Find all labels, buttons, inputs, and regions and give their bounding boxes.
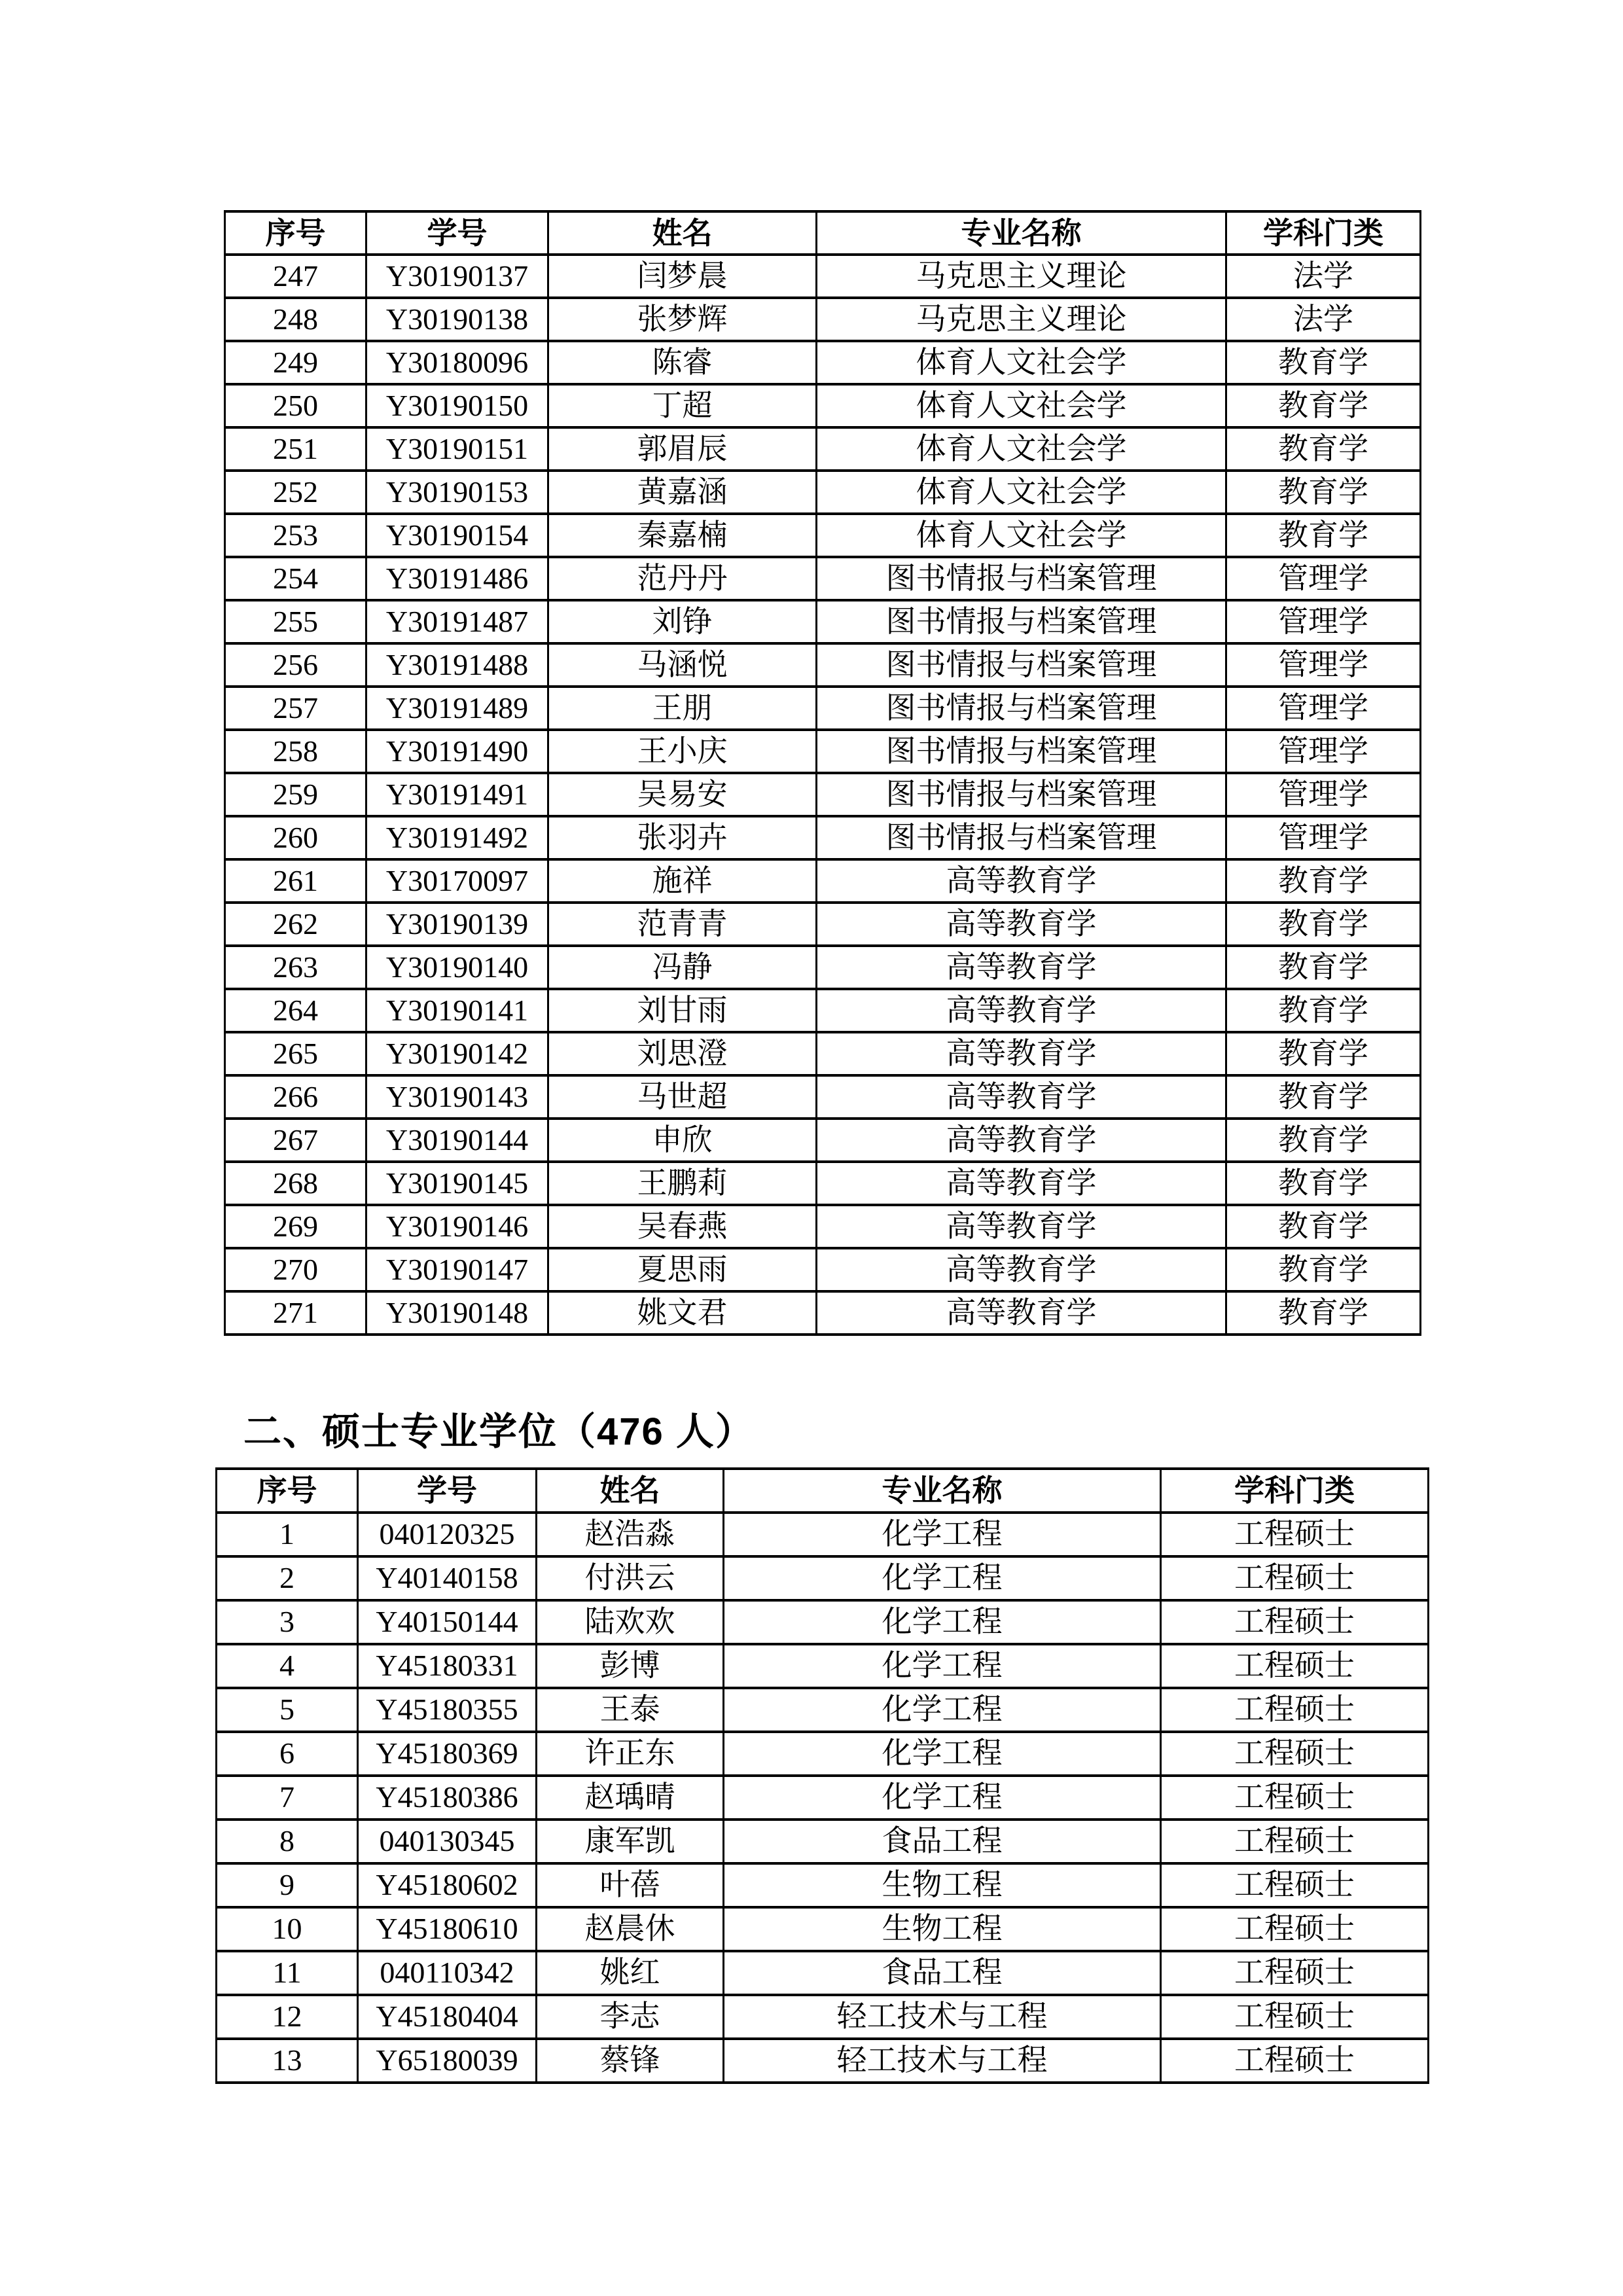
table-cell: 2 [217,1556,358,1600]
table-cell: 申欣 [548,1119,817,1162]
table-cell: 259 [225,773,366,816]
table-cell: 高等教育学 [817,1119,1226,1162]
table-cell: 管理学 [1226,816,1421,859]
table-row [225,989,1421,1032]
table-cell: 秦嘉楠 [548,514,817,557]
table-cell: 生物工程 [724,1863,1161,1907]
table-row [225,859,1421,903]
table-cell: 248 [225,298,366,341]
table-cell: 高等教育学 [817,989,1226,1032]
table-cell: Y30190144 [366,1119,548,1162]
table-cell: Y30191492 [366,816,548,859]
table-cell: 刘铮 [548,600,817,643]
table-cell: 261 [225,859,366,903]
table-row [225,384,1421,427]
table-cell: Y30170097 [366,859,548,903]
table-cell: 体育人文社会学 [817,514,1226,557]
table-cell: 11 [217,1951,358,1995]
table-cell: Y30190150 [366,384,548,427]
table-cell: 化学工程 [724,1513,1161,1556]
table-cell: 彭博 [537,1644,724,1688]
table-cell: 工程硕士 [1161,2039,1429,2083]
table-cell: 教育学 [1226,1119,1421,1162]
table-cell: 256 [225,643,366,687]
table-cell: 040120325 [358,1513,537,1556]
table-cell: 教育学 [1226,946,1421,989]
table-cell: 247 [225,255,366,298]
table-cell: 许正东 [537,1732,724,1776]
table-cell: Y45180404 [358,1995,537,2039]
table-cell: 高等教育学 [817,1205,1226,1248]
column-header: 学科门类 [1226,211,1421,255]
table-cell: Y30191487 [366,600,548,643]
table-cell: 管理学 [1226,687,1421,730]
table-row [225,1205,1421,1248]
table-cell: 管理学 [1226,730,1421,773]
table-cell: 工程硕士 [1161,1776,1429,1820]
table-row [225,514,1421,557]
table-cell: 丁超 [548,384,817,427]
table-cell: 张羽卉 [548,816,817,859]
table-cell: 270 [225,1248,366,1291]
table-cell: 高等教育学 [817,1075,1226,1119]
table-cell: 工程硕士 [1161,1513,1429,1556]
table-row [217,1513,1429,1556]
table-cell: 250 [225,384,366,427]
table-cell: 教育学 [1226,1248,1421,1291]
table-cell: Y30190147 [366,1248,548,1291]
masters-professional-table [215,1467,1429,2084]
table-row [225,1075,1421,1119]
table-cell: 1 [217,1513,358,1556]
table-cell: 范丹丹 [548,557,817,600]
table-cell: 体育人文社会学 [817,471,1226,514]
table-cell: 王泰 [537,1688,724,1732]
table-cell: 教育学 [1226,514,1421,557]
table-cell: 高等教育学 [817,1291,1226,1335]
table-row [225,687,1421,730]
table-cell: 化学工程 [724,1732,1161,1776]
table-cell: 王朋 [548,687,817,730]
table-row [225,643,1421,687]
table-cell: 李志 [537,1995,724,2039]
table-cell: 图书情报与档案管理 [817,773,1226,816]
table-cell: Y30190148 [366,1291,548,1335]
table-cell: Y30190146 [366,1205,548,1248]
table-cell: 高等教育学 [817,946,1226,989]
table-cell: Y30190154 [366,514,548,557]
table-cell: Y30190145 [366,1162,548,1205]
table-cell: 姚文君 [548,1291,817,1335]
table-cell: Y30190142 [366,1032,548,1075]
table-cell: Y45180331 [358,1644,537,1688]
table-cell: Y30190151 [366,427,548,471]
table-cell: 体育人文社会学 [817,341,1226,384]
table-cell: 夏思雨 [548,1248,817,1291]
table-cell: 赵瑀晴 [537,1776,724,1820]
table-cell: 化学工程 [724,1600,1161,1644]
table-cell: 253 [225,514,366,557]
table-cell: 吴易安 [548,773,817,816]
table-cell: 高等教育学 [817,1162,1226,1205]
doctoral-roster-table [224,210,1421,1336]
table-cell: 262 [225,903,366,946]
table-cell: 管理学 [1226,773,1421,816]
column-header: 学号 [358,1469,537,1513]
table-row [225,903,1421,946]
table-cell: 260 [225,816,366,859]
table-row [217,1776,1429,1820]
table-cell: 刘甘雨 [548,989,817,1032]
table-cell: 10 [217,1907,358,1951]
table-cell: 教育学 [1226,1162,1421,1205]
table-cell: Y30190141 [366,989,548,1032]
header-row [225,211,1421,255]
table-cell: 7 [217,1776,358,1820]
table-cell: Y30190153 [366,471,548,514]
table-row [225,341,1421,384]
table-cell: 管理学 [1226,643,1421,687]
table-cell: 教育学 [1226,1205,1421,1248]
table-cell: 赵浩淼 [537,1513,724,1556]
table-cell: 化学工程 [724,1556,1161,1600]
table-cell: 马克思主义理论 [817,298,1226,341]
table-cell: 268 [225,1162,366,1205]
table-row [225,1291,1421,1335]
table-cell: 马涵悦 [548,643,817,687]
table-cell: 图书情报与档案管理 [817,557,1226,600]
column-header: 序号 [217,1469,358,1513]
table-cell: 教育学 [1226,471,1421,514]
table-cell: 教育学 [1226,341,1421,384]
table-cell: 法学 [1226,298,1421,341]
column-header: 学号 [366,211,548,255]
table-row [225,1248,1421,1291]
table-cell: 高等教育学 [817,1248,1226,1291]
table-cell: 体育人文社会学 [817,427,1226,471]
table-cell: Y45180369 [358,1732,537,1776]
table-cell: Y40150144 [358,1600,537,1644]
table-cell: 刘思澄 [548,1032,817,1075]
table-cell: Y30180096 [366,341,548,384]
table-cell: 257 [225,687,366,730]
table-row [225,427,1421,471]
table-cell: 食品工程 [724,1820,1161,1863]
header-row [217,1469,1429,1513]
table-cell: 高等教育学 [817,859,1226,903]
table-cell: 生物工程 [724,1907,1161,1951]
table-row [225,730,1421,773]
table-row [217,1820,1429,1863]
table-row [217,1863,1429,1907]
table-cell: 工程硕士 [1161,1600,1429,1644]
table-cell: 体育人文社会学 [817,384,1226,427]
table-cell: 冯静 [548,946,817,989]
table-cell: 040110342 [358,1951,537,1995]
table-cell: 黄嘉涵 [548,471,817,514]
table-cell: Y30191486 [366,557,548,600]
table-cell: 马世超 [548,1075,817,1119]
table-cell: 13 [217,2039,358,2083]
table-cell: 图书情报与档案管理 [817,600,1226,643]
table-cell: 叶蓓 [537,1863,724,1907]
table-cell: 工程硕士 [1161,1644,1429,1688]
table-cell: 工程硕士 [1161,1556,1429,1600]
column-header: 序号 [225,211,366,255]
table-cell: Y45180602 [358,1863,537,1907]
table-row [225,773,1421,816]
table-cell: 工程硕士 [1161,1951,1429,1995]
table-cell: 教育学 [1226,1032,1421,1075]
table-row [217,1907,1429,1951]
table-cell: 4 [217,1644,358,1688]
table-cell: 康军凯 [537,1820,724,1863]
table-row [217,2039,1429,2083]
table-cell: 赵晨休 [537,1907,724,1951]
table-cell: 高等教育学 [817,1032,1226,1075]
table-cell: 王小庆 [548,730,817,773]
table-cell: 陈睿 [548,341,817,384]
table-cell: 马克思主义理论 [817,255,1226,298]
table-cell: 图书情报与档案管理 [817,643,1226,687]
table-cell: Y30190137 [366,255,548,298]
table-row [217,1600,1429,1644]
table-cell: 5 [217,1688,358,1732]
table-cell: 陆欢欢 [537,1600,724,1644]
table-row [217,1732,1429,1776]
table-cell: 图书情报与档案管理 [817,730,1226,773]
column-header: 专业名称 [724,1469,1161,1513]
table-cell: 化学工程 [724,1688,1161,1732]
table-cell: 252 [225,471,366,514]
table-row [225,600,1421,643]
table-cell: 9 [217,1863,358,1907]
table-cell: Y30190140 [366,946,548,989]
table-cell: 12 [217,1995,358,2039]
table-cell: Y30191490 [366,730,548,773]
table-row [217,1644,1429,1688]
table-row [225,816,1421,859]
table-cell: Y40140158 [358,1556,537,1600]
table-row [225,255,1421,298]
table-row [225,1162,1421,1205]
table-row [217,1951,1429,1995]
table-cell: 工程硕士 [1161,1732,1429,1776]
table-cell: 法学 [1226,255,1421,298]
table-cell: 266 [225,1075,366,1119]
table-cell: 254 [225,557,366,600]
table-cell: 教育学 [1226,989,1421,1032]
table-cell: 264 [225,989,366,1032]
table-cell: 工程硕士 [1161,1863,1429,1907]
table-cell: 高等教育学 [817,903,1226,946]
table-cell: 工程硕士 [1161,1907,1429,1951]
table-cell: 食品工程 [724,1951,1161,1995]
table-cell: 3 [217,1600,358,1644]
table-row [217,1556,1429,1600]
table-cell: 轻工技术与工程 [724,2039,1161,2083]
table-cell: 轻工技术与工程 [724,1995,1161,2039]
table-cell: Y45180386 [358,1776,537,1820]
table-cell: 251 [225,427,366,471]
table-cell: Y30190138 [366,298,548,341]
table-cell: 教育学 [1226,1291,1421,1335]
table-cell: 263 [225,946,366,989]
table-row [225,946,1421,989]
table-row [225,1119,1421,1162]
table-cell: 271 [225,1291,366,1335]
table-cell: 6 [217,1732,358,1776]
section-heading: 二、硕士专业学位（476 人） [243,1410,755,1453]
table-cell: 教育学 [1226,384,1421,427]
column-header: 姓名 [548,211,817,255]
table-cell: 265 [225,1032,366,1075]
table-cell: 工程硕士 [1161,1995,1429,2039]
table-cell: 图书情报与档案管理 [817,687,1226,730]
column-header: 专业名称 [817,211,1226,255]
table-cell: 258 [225,730,366,773]
table-cell: 郭眉辰 [548,427,817,471]
table-row [225,557,1421,600]
table-cell: Y30191488 [366,643,548,687]
table-cell: Y30191491 [366,773,548,816]
table-row [225,1032,1421,1075]
table-cell: 管理学 [1226,557,1421,600]
table-cell: 化学工程 [724,1776,1161,1820]
table-row [217,1995,1429,2039]
table-cell: Y65180039 [358,2039,537,2083]
table-cell: 姚红 [537,1951,724,1995]
table-row [225,298,1421,341]
table-cell: 张梦辉 [548,298,817,341]
table-cell: Y45180610 [358,1907,537,1951]
table-cell: 施祥 [548,859,817,903]
table-cell: 工程硕士 [1161,1820,1429,1863]
table-cell: 工程硕士 [1161,1688,1429,1732]
table-cell: 付洪云 [537,1556,724,1600]
table-row [217,1688,1429,1732]
column-header: 学科门类 [1161,1469,1429,1513]
table-row [225,471,1421,514]
table-cell: 图书情报与档案管理 [817,816,1226,859]
doctoral-roster-body [225,211,1421,1335]
table-cell: 249 [225,341,366,384]
table-cell: 255 [225,600,366,643]
table-cell: 化学工程 [724,1644,1161,1688]
table-cell: 王鹏莉 [548,1162,817,1205]
table-cell: Y30190139 [366,903,548,946]
table-cell: 教育学 [1226,903,1421,946]
table-cell: 教育学 [1226,427,1421,471]
table-cell: 269 [225,1205,366,1248]
masters-professional-body [217,1469,1429,2083]
table-cell: 040130345 [358,1820,537,1863]
table-cell: 教育学 [1226,859,1421,903]
table-cell: 教育学 [1226,1075,1421,1119]
table-cell: Y30190143 [366,1075,548,1119]
table-cell: Y30191489 [366,687,548,730]
table-cell: 蔡锋 [537,2039,724,2083]
table-cell: 管理学 [1226,600,1421,643]
table-cell: 267 [225,1119,366,1162]
table-cell: 闫梦晨 [548,255,817,298]
table-cell: Y45180355 [358,1688,537,1732]
table-cell: 8 [217,1820,358,1863]
table-cell: 吴春燕 [548,1205,817,1248]
column-header: 姓名 [537,1469,724,1513]
table-cell: 范青青 [548,903,817,946]
